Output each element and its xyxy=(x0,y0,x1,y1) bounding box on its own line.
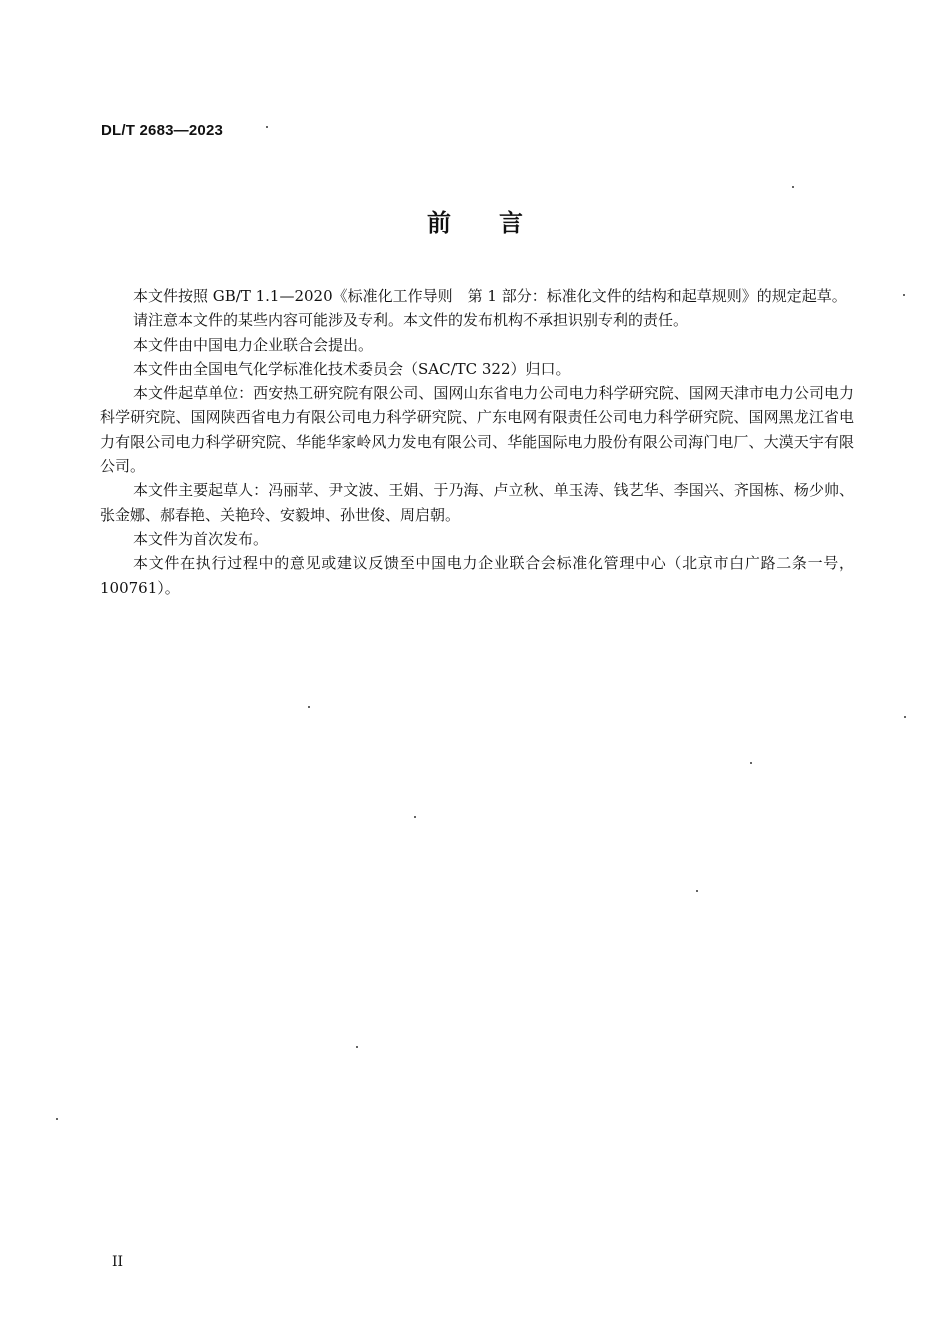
scan-speck xyxy=(904,716,906,718)
paragraph-drafters: 本文件主要起草人：冯丽苹、尹文波、王娟、于乃海、卢立秋、单玉涛、钱艺华、李国兴、齐国栋、杨少帅、张金娜、郝春艳、关艳玲、安毅坤、孙世俊、周启朝。 xyxy=(100,481,854,524)
paragraph-drafting-rules: 本文件按照 GB/T 1.1—2020《标准化工作导则 第 1 部分：标准化文件的结构和起草规则》的规定起草。 xyxy=(133,287,847,305)
scan-speck xyxy=(56,1118,58,1120)
scan-speck xyxy=(792,186,794,188)
standard-code: DL/T 2683—2023 xyxy=(101,122,224,139)
paragraph-patent-notice: 请注意本文件的某些内容可能涉及专利。本文件的发布机构不承担识别专利的责任。 xyxy=(133,311,689,330)
page-number: II xyxy=(112,1254,124,1270)
scan-speck xyxy=(308,706,310,708)
scan-speck xyxy=(356,1046,358,1048)
scan-speck xyxy=(696,890,698,892)
scan-speck xyxy=(266,126,268,128)
page-title: 前言 xyxy=(427,209,571,237)
paragraph-proposer: 本文件由中国电力企业联合会提出。 xyxy=(133,335,374,354)
scan-speck xyxy=(414,816,416,818)
paragraph-feedback: 本文件在执行过程中的意见或建议反馈至中国电力企业联合会标准化管理中心（北京市白广路二条一号，100761）。 xyxy=(100,554,854,597)
scan-speck xyxy=(903,294,905,296)
paragraph-first-release: 本文件为首次发布。 xyxy=(133,529,269,548)
scan-speck xyxy=(750,762,752,764)
paragraph-committee: 本文件由全国电气化学标准化技术委员会（SAC/TC 322）归口。 xyxy=(133,359,571,378)
foreword-body xyxy=(100,284,854,600)
paragraph-drafting-units: 本文件起草单位：西安热工研究院有限公司、国网山东省电力公司电力科学研究院、国网天津市电力公司电力科学研究院、国网陕西省电力有限公司电力科学研究院、广东电网有限责任公司电力科学研究院、国网黑龙江省电力有限公司电力科学研究院、华能华家岭风力发电有限公司、华能国际电力股份有限公司海门电厂、大漠天宇有限公司。 xyxy=(100,384,854,476)
